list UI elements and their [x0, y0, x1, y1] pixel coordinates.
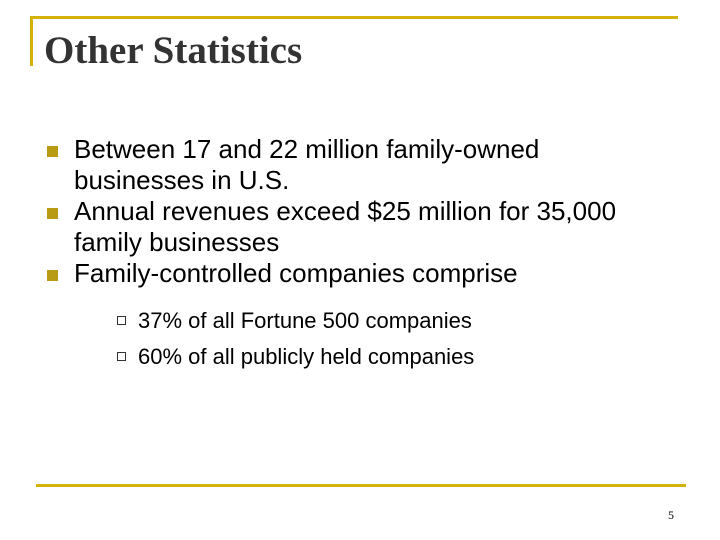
left-rule	[30, 16, 33, 66]
top-rule	[30, 16, 678, 19]
bullet-text: Annual revenues exceed $25 million for 35,000 family businesses	[74, 196, 617, 257]
slide-title: Other Statistics	[44, 29, 303, 72]
hollow-square-bullet-icon	[117, 316, 126, 325]
sub-bullet-text: 60% of all publicly held companies	[138, 344, 475, 369]
filled-square-bullet-icon	[47, 270, 58, 281]
sub-bullet-item	[104, 303, 664, 339]
bullet-item	[44, 258, 664, 375]
bullet-list	[44, 134, 664, 375]
hollow-square-bullet-icon	[117, 352, 126, 361]
bullet-item	[44, 134, 664, 196]
filled-square-bullet-icon	[47, 208, 58, 219]
sub-bullet-text: 37% of all Fortune 500 companies	[138, 308, 472, 333]
bullet-text: Family-controlled companies comprise	[74, 258, 518, 288]
sub-bullet-item	[104, 339, 664, 375]
bullet-item	[44, 196, 664, 258]
bullet-text: Between 17 and 22 million family-owned businesses in U.S.	[74, 134, 540, 195]
filled-square-bullet-icon	[47, 146, 58, 157]
sub-bullet-list	[74, 303, 664, 375]
bottom-rule	[36, 484, 686, 487]
page-number: 5	[668, 508, 674, 522]
